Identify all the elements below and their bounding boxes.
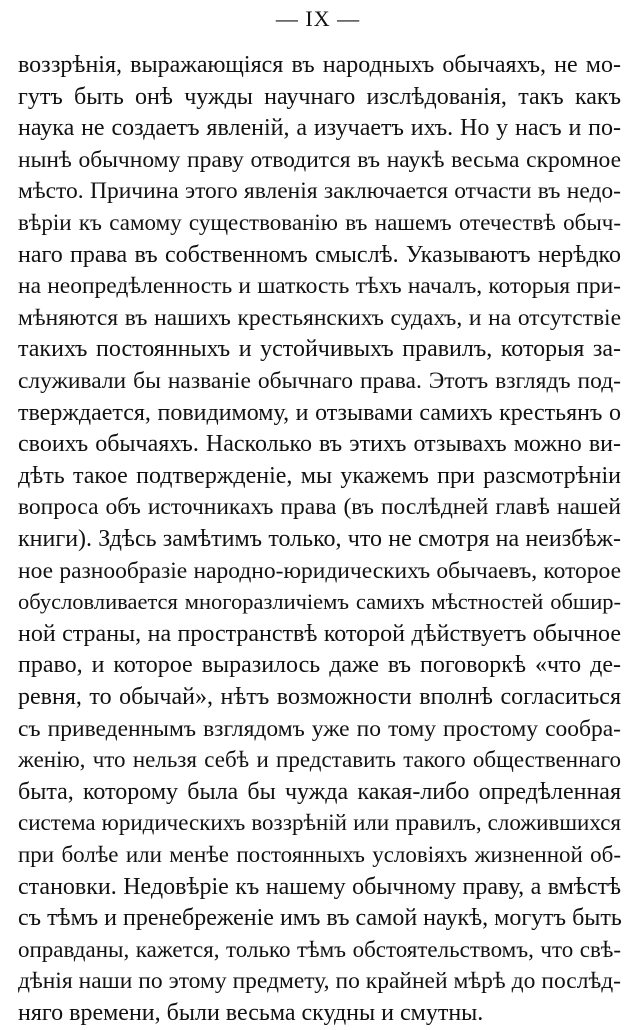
text-line: вѣріи къ самому существованію въ нашемъ отечествѣ обыч- [18, 210, 621, 235]
text-line: своихъ обычаяхъ. Насколько въ этихъ отзывахъ можно ви- [18, 431, 621, 458]
text-line: няго времени, были весьма скудны и смутны. [18, 1000, 484, 1026]
text-line: съ приведеннымъ взглядомъ уже по тому простому сообра- [18, 715, 621, 742]
text-line: воззрѣнія, выражающіяся въ народныхъ обычаяхъ, не мо- [18, 52, 621, 78]
text-line: дѣть такое подтвержденіе, мы укажемъ при разсмотрѣніи [18, 462, 621, 489]
text-line: нынѣ обычному праву отводится въ наукѣ весьма скромное [18, 146, 621, 173]
text-line: съ тѣмъ и пренебреженіе имъ въ самой наукѣ, могутъ быть [18, 905, 622, 932]
text-line: право, и которое выразилось даже въ поговоркѣ «что де- [18, 652, 621, 679]
text-line: ной страны, на пространствѣ которой дѣйствуетъ обычное [18, 620, 621, 647]
text-line: ревня, то обычай», нѣтъ возможности вполнѣ согласиться [18, 684, 621, 710]
text-line: обусловливается многоразличіемъ самихъ мѣстностей обшир- [18, 589, 621, 615]
text-line: ное разнообразіе народно-юридическихъ обычаевъ, которое [18, 557, 621, 584]
text-line: на неопредѣленность и шаткость тѣхъ началъ, которыя при- [18, 273, 621, 300]
text-line: такихъ постоянныхъ и устойчивыхъ правилъ, которыя за- [18, 336, 621, 363]
text-line: вопроса объ источникахъ права (въ послѣдней главѣ нашей [18, 494, 621, 521]
text-line: становки. Недовѣріе къ нашему обычному праву, а вмѣстѣ [18, 873, 621, 900]
text-line: система юридическихъ воззрѣній или правилъ, сложившихся [18, 810, 621, 836]
text-line: служивали бы названіе обычнаго права. Этотъ взглядъ под- [18, 368, 621, 394]
text-line: быта, которому была бы чужда какая-либо опредѣленная [18, 778, 621, 805]
page-number: — IX — [275, 6, 361, 31]
text-line: мѣсто. Причина этого явленія заключается отчасти въ недо- [18, 178, 621, 205]
text-line: тверждается, повидимому, и отзывами самихъ крестьянъ о [18, 399, 621, 426]
text-line: мѣняются въ нашихъ крестьянскихъ судахъ, и на отсутствіе [18, 304, 621, 331]
text-line: наго права въ собственномъ смыслѣ. Указываютъ нерѣдко [18, 241, 621, 268]
text-line: при болѣе или менѣе постоянныхъ условіяхъ жизненной об- [18, 842, 621, 867]
text-line: книги). Здѣсь замѣтимъ только, что не смотря на неизбѣж- [18, 526, 621, 552]
text-line: женію, что нельзя себѣ и представить такого общественнаго [18, 747, 621, 773]
text-line: наука не создаетъ явленій, а изучаетъ ихъ. Но у насъ и по- [18, 115, 621, 142]
text-line: гутъ быть онѣ чужды научнаго изслѣдованія, такъ какъ [18, 83, 621, 110]
text-line: оправданы, кажется, только тѣмъ обстоятельствомъ, что свѣ- [18, 936, 621, 962]
text-line: дѣнія наши по этому предмету, по крайней мѣрѣ до послѣд- [18, 968, 621, 995]
